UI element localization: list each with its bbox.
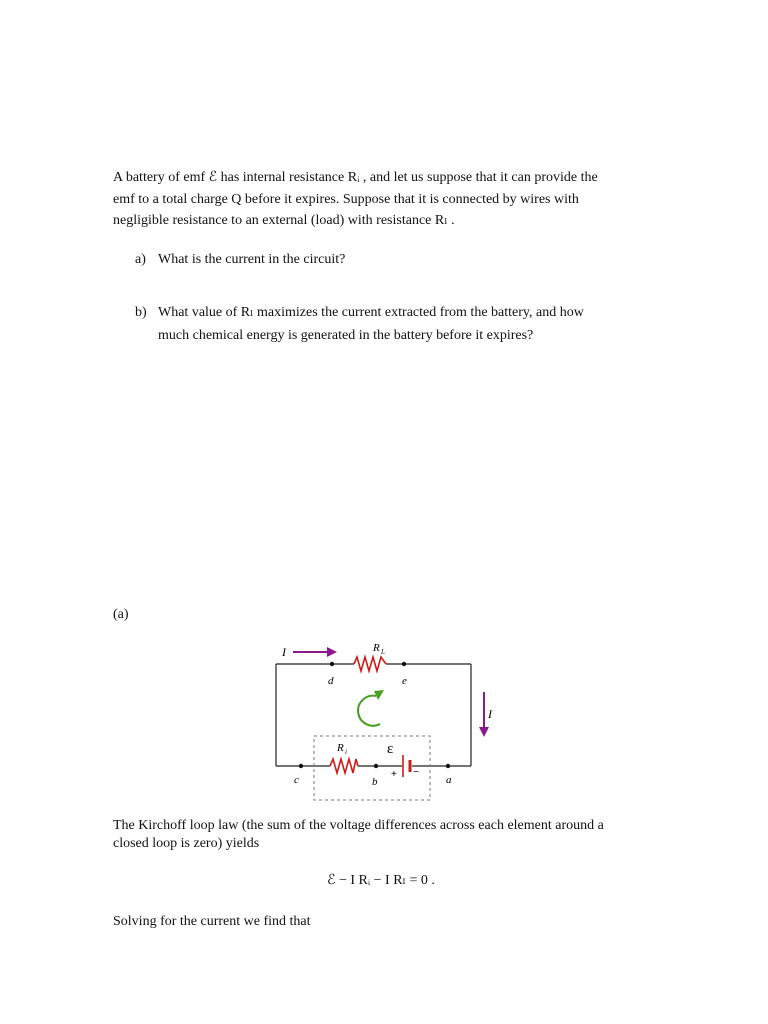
current-label-right: I	[488, 707, 492, 721]
plus-sign: +	[391, 769, 397, 780]
circuit-diagram	[266, 636, 492, 806]
solution-part-label: (a)	[113, 607, 129, 622]
internal-resistor-icon	[330, 759, 358, 773]
node-label-e: e	[402, 675, 407, 687]
minus-sign: −	[413, 767, 419, 778]
node-label-b: b	[372, 776, 378, 788]
solving-text: Solving for the current we find that	[113, 914, 311, 929]
internal-resistor-sub: i	[345, 748, 347, 756]
node-label-a: a	[446, 774, 452, 786]
question-a	[135, 248, 345, 271]
node-label-c: c	[294, 774, 299, 786]
loop-equation: ℰ − I Rᵢ − I Rₗ = 0 .	[327, 873, 435, 888]
circuit-nodes	[299, 662, 450, 768]
intro-line-3: negligible resistance to an external (load) with resistance Rₗ .	[113, 213, 455, 228]
kirchoff-line-1: The Kirchoff loop law (the sum of the voltage differences across each element around a	[113, 818, 604, 833]
question-a-text: What is the current in the circuit?	[158, 252, 346, 267]
load-resistor-icon	[354, 657, 386, 671]
node-label-d: d	[328, 675, 334, 687]
question-a-label: a)	[135, 252, 146, 267]
question-b	[135, 301, 584, 347]
question-b-text-1: What value of Rₗ maximizes the current extracted from the battery, and how	[158, 305, 584, 320]
intro-line-2: emf to a total charge Q before it expires. Suppose that it is connected by wires with	[113, 192, 579, 207]
loop-direction-icon	[358, 690, 384, 726]
current-label-top: I	[282, 645, 286, 659]
internal-resistor-label: R	[337, 742, 344, 754]
kirchoff-text	[113, 817, 658, 853]
intro-line-1: A battery of emf ℰ has internal resistance Rᵢ , and let us suppose that it can provide the	[113, 170, 598, 185]
load-resistor-label: R	[373, 642, 380, 654]
load-resistor-sub: L	[381, 648, 385, 656]
battery-icon	[403, 755, 410, 777]
emf-label: ε	[387, 741, 394, 757]
problem-statement	[113, 167, 658, 231]
current-arrow-top	[293, 647, 337, 657]
question-b-label: b)	[135, 305, 147, 320]
question-b-text-2: much chemical energy is generated in the battery before it expires?	[158, 328, 534, 343]
circuit-wires	[276, 664, 471, 766]
kirchoff-line-2: closed loop is zero) yields	[113, 836, 260, 851]
